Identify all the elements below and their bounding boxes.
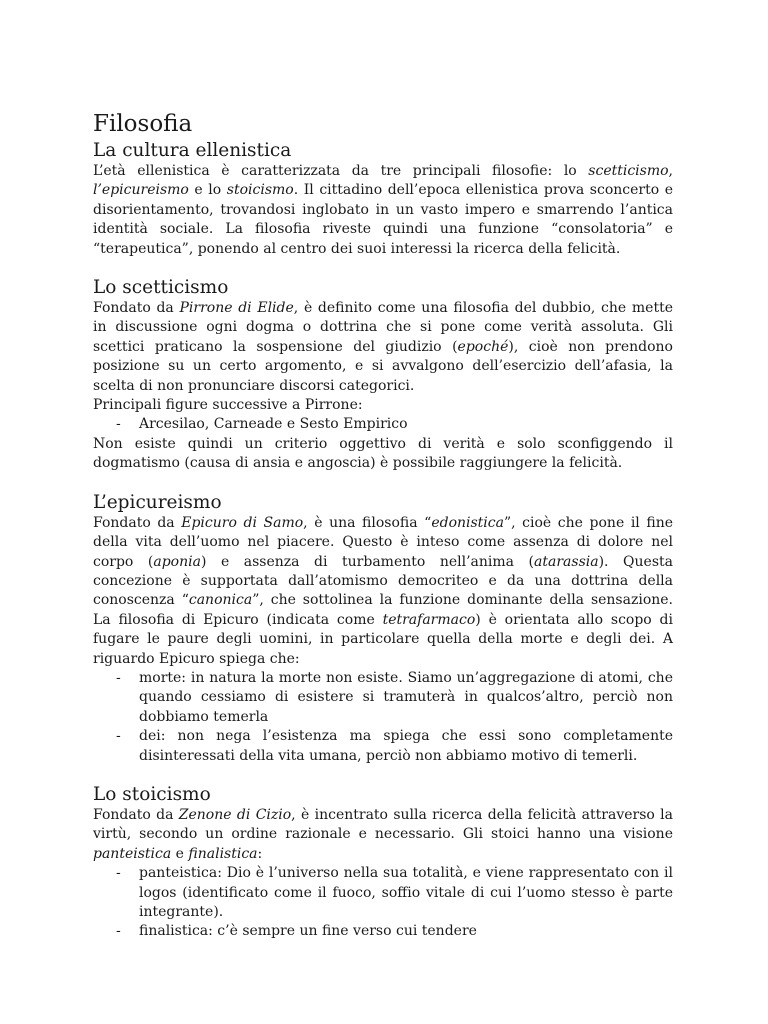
document-title: Filosofia xyxy=(93,111,193,137)
list-item: - morte: in natura la morte non esiste. Siamo un’aggregazione di atomi, che quando cessiamo di esistere si tramuterà in qualcos’altro, perciò non dobbiamo temerla xyxy=(116,669,673,725)
cultura-paragraph: L’età ellenistica è caratterizzata da tre principali filosofie: lo scetticismo, l’epicureismo e lo stoicismo. Il cittadino dell’epoca ellenistica prova sconcerto e disorientamento, trovandosi inglobato in un vasto impero e smarrendo l’antica identità sociale. La filosofia riveste quindi una funzione “consolatoria” e “terapeutica”, ponendo al centro dei suoi interessi la ricerca della felicità. xyxy=(93,163,673,257)
stoicismo-list xyxy=(93,864,673,942)
bullet-dash: - xyxy=(116,416,121,433)
scetticismo-figures-intro: Principali figure successive a Pirrone: xyxy=(93,397,363,414)
section-heading-scetticismo: Lo scetticismo xyxy=(93,277,229,299)
epicureismo-paragraph: Fondato da Epicuro di Samo, è una filosofia “edonistica”, cioè che pone il fine della vita dell’uomo nel piacere. Questo è inteso come assenza di dolore nel corpo (aponia) e assenza di turbamento nell’anima (atarassia). Questa concezione è supportata dall’atomismo democriteo e da una dottrina della conoscenza “canonica”, che sottolinea la funzione dominante della sensazione. La filosofia di Epicuro (indicata come tetrafarmaco) è orientata allo scopo di fugare le paure degli uomini, in particolare quella della morte e degli dei. A riguardo Epicuro spiega che: xyxy=(93,514,673,667)
bullet-dash: - xyxy=(116,923,121,940)
stoicismo-paragraph: Fondato da Zenone di Cizio, è incentrato sulla ricerca della felicità attraverso la virtù, secondo un ordine razionale e necessario. Gli stoici hanno una visione panteistica e finalistica: xyxy=(93,806,673,862)
bullet-dash: - xyxy=(116,865,121,882)
list-item: - dei: non nega l’esistenza ma spiega che essi sono completamente disinteressati della vita umana, perciò non abbiamo motivo di temerli. xyxy=(116,728,673,764)
section-heading-stoicismo: Lo stoicismo xyxy=(93,783,211,805)
list-item: - Arcesilao, Carneade e Sesto Empirico xyxy=(93,415,673,434)
scetticismo-list xyxy=(93,415,673,434)
list-item: - finalistica: c’è sempre un fine verso cui tendere xyxy=(93,922,673,941)
epicureismo-list xyxy=(93,669,673,766)
document-content xyxy=(93,110,673,942)
scetticismo-paragraph: Fondato da Pirrone di Elide, è definito come una filosofia del dubbio, che mette in discussione ogni dogma o dottrina che si pone come verità assoluta. Gli scettici praticano la sospensione del giudizio (epoché), cioè non prendono posizione su un certo argomento, e si avvalgono dell’esercizio dell’afasia, la scelta di non pronunciare discorsi categorici. xyxy=(93,300,673,394)
section-heading-epicureismo: L’epicureismo xyxy=(93,491,222,513)
list-item: - panteistica: Dio è l’universo nella sua totalità, e viene rappresentato con il logos (identificato come il fuoco, soffio vitale di cui l’uomo stesso è parte integrante). xyxy=(116,865,673,920)
section-heading-cultura: La cultura ellenistica xyxy=(93,140,292,161)
scetticismo-conclusion: Non esiste quindi un criterio oggettivo di verità e solo sconfiggendo il dogmatismo (causa di ansia e angoscia) è possibile raggiungere la felicità. xyxy=(93,435,673,472)
bullet-dash: - xyxy=(116,728,121,745)
bullet-dash: - xyxy=(116,669,121,686)
